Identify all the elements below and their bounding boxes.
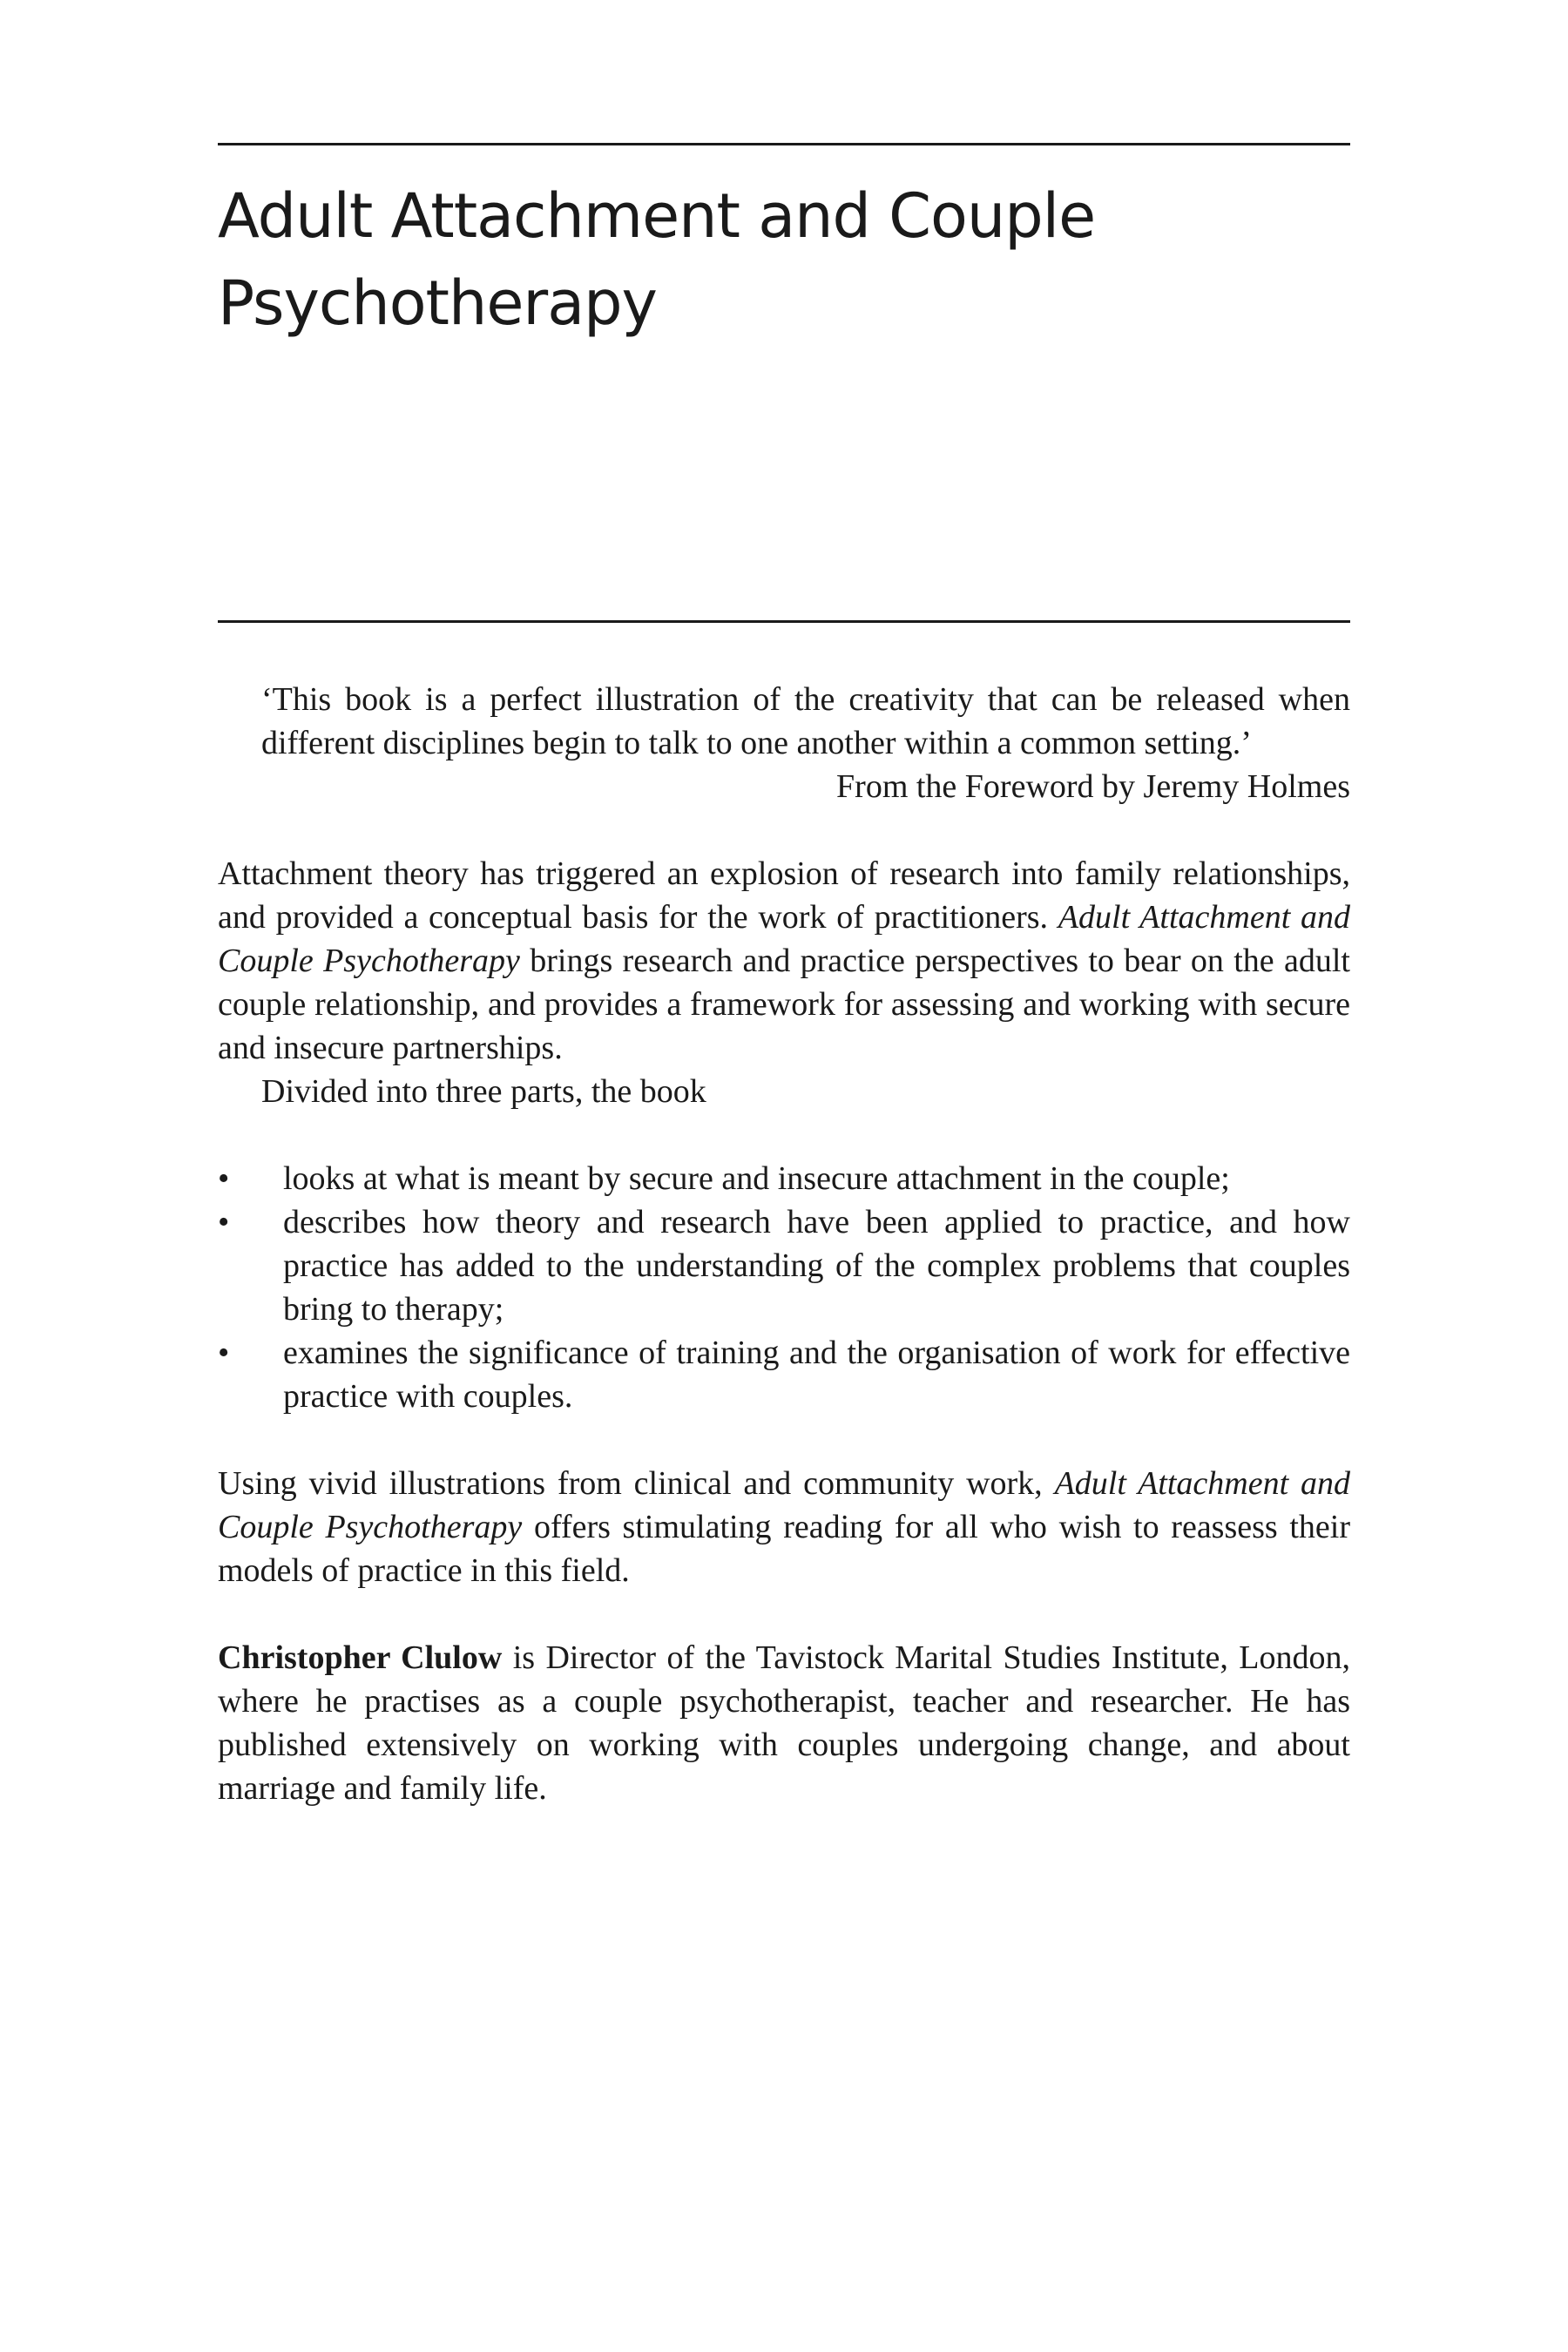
list-item <box>218 1200 1350 1331</box>
intro-book-title: Adult Attachment and Couple Psychotherapy <box>218 899 1350 979</box>
list-item <box>218 1331 1350 1418</box>
foreword-quote <box>261 678 1350 808</box>
divided-line: Divided into three parts, the book <box>261 1073 706 1110</box>
closing-text-2: offers stimulating reading for all who wish to reassess their models of practice in this field. <box>218 1509 1351 1589</box>
list-item <box>218 1157 1350 1200</box>
list-item-text: looks at what is meant by secure and insecure attachment in the couple; <box>283 1160 1230 1197</box>
intro-paragraph <box>218 852 1350 1070</box>
closing-paragraph <box>218 1462 1350 1592</box>
quote-attribution: From the Foreword by Jeremy Holmes <box>836 768 1350 805</box>
bullet-icon: • <box>218 1335 230 1371</box>
intro-text-2: brings research and practice perspectives to bear on the adult couple relationship, and provides a framework for assessing and working with secure and insecure partnerships. <box>218 943 1350 1066</box>
closing-book-title: Adult Attachment and Couple Psychotherapy <box>218 1465 1351 1545</box>
closing-text-1: Using vivid illustrations from clinical and community work, <box>218 1465 1043 1502</box>
bullet-icon: • <box>218 1204 230 1240</box>
author-bio <box>218 1636 1350 1810</box>
author-bio-text: is Director of the Tavistock Marital Studies Institute, London, where he practises as a couple psychotherapist, teacher and researcher. He has published extensively on working with couples undergoing change, and about marriage and family life. <box>218 1639 1350 1807</box>
intro-text-1: Attachment theory has triggered an explosion of research into family relationships, and provided a conceptual basis for the work of practitioners. <box>218 855 1350 936</box>
quote-text: ‘This book is a perfect illustration of the creativity that can be released when different disciplines begin to talk to one another within a common setting.’ <box>261 681 1350 761</box>
parts-list <box>218 1157 1350 1418</box>
book-title: Adult Attachment and Couple Psychotherapy <box>218 180 1096 339</box>
section-rule <box>218 620 1350 623</box>
bullet-icon: • <box>218 1160 230 1197</box>
top-rule <box>218 143 1350 145</box>
list-item-text: examines the significance of training and the organisation of work for effective practice with couples. <box>283 1335 1350 1415</box>
blurb <box>218 852 1350 1810</box>
author-name: Christopher Clulow <box>218 1639 503 1676</box>
list-item-text: describes how theory and research have been applied to practice, and how practice has added to the understanding of the complex problems that couples bring to therapy; <box>283 1204 1350 1328</box>
